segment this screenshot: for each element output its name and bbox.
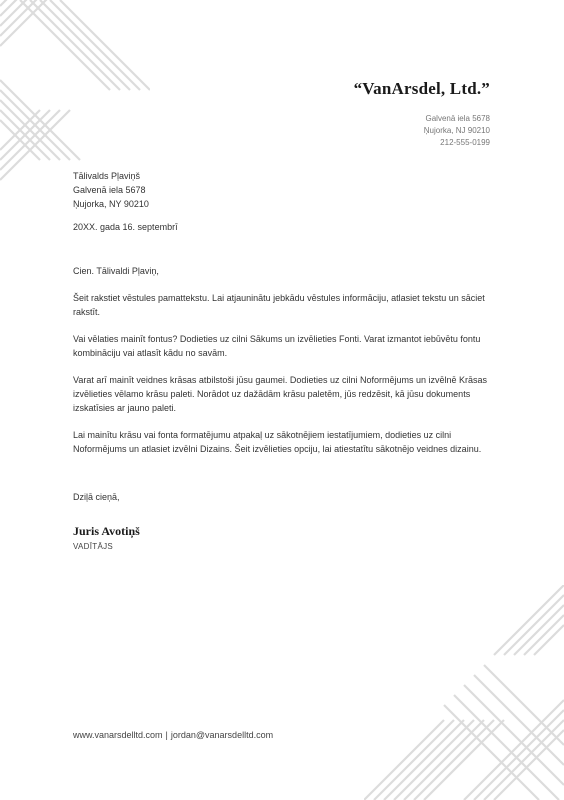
body-paragraph: Vai vēlaties mainīt fontus? Dodieties uz cilni Sākums un izvēlieties Fonti. Varat izmantot iebūvētu fontu kombināciju vai atlasīt kādu no savām. xyxy=(73,334,481,358)
footer-separator: | xyxy=(165,730,168,740)
footer-contact xyxy=(73,730,273,740)
letter-body xyxy=(73,264,498,469)
recipient-address-block xyxy=(73,169,149,211)
recipient-city: Ņujorka, NY 90210 xyxy=(73,199,149,209)
body-paragraph: Lai mainītu krāsu vai fonta formatējumu atpakaļ uz sākotnējiem iestatījumiem, dodieties uz cilni Noformējums un atlasiet izvēlni Dizains. Šeit izvēlieties opciju, lai atiestatītu sākotnējo veidnes dizainu. xyxy=(73,430,482,454)
company-header xyxy=(354,79,490,149)
recipient-name: Tālivalds Pļaviņš xyxy=(73,171,141,181)
footer-website-link[interactable]: www.vanarsdelltd.com xyxy=(73,730,163,740)
company-name: “VanArsdel, Ltd.” xyxy=(353,79,490,98)
recipient-street: Galvenā iela 5678 xyxy=(73,185,146,195)
body-paragraph: Varat arī mainīt veidnes krāsas atbilstoši jūsu gaumei. Dodieties uz cilni Noformējums un izvēlnē Krāsas izvēlieties vēlamo krāsu paleti. Norādot uz dažādām krāsu paletēm, jūs redzēsit, kā jūsu dokuments izskatīsies ar jauno paleti. xyxy=(73,375,488,413)
closing: Dziļā cieņā, xyxy=(73,492,120,502)
company-address-line2: Ņujorka, NJ 90210 xyxy=(423,126,490,135)
salutation: Cien. Tālivaldi Pļaviņ, xyxy=(73,266,159,276)
body-paragraph: Šeit rakstiet vēstules pamattekstu. Lai atjauninātu jebkādu vēstules informāciju, atlasiet tekstu un sāciet rakstīt. xyxy=(73,293,485,317)
company-address-line1: Galvenā iela 5678 xyxy=(425,114,490,123)
letter-date: 20XX. gada 16. septembrī xyxy=(73,222,178,232)
company-phone: 212-555-0199 xyxy=(440,138,490,147)
signature-name: Juris Avotiņš xyxy=(73,524,140,538)
bottom-right-stripe-decoration xyxy=(364,585,564,800)
footer-email-link[interactable]: jordan@vanarsdelltd.com xyxy=(170,730,274,740)
signature-title: VADĪTĀJS xyxy=(73,542,114,551)
